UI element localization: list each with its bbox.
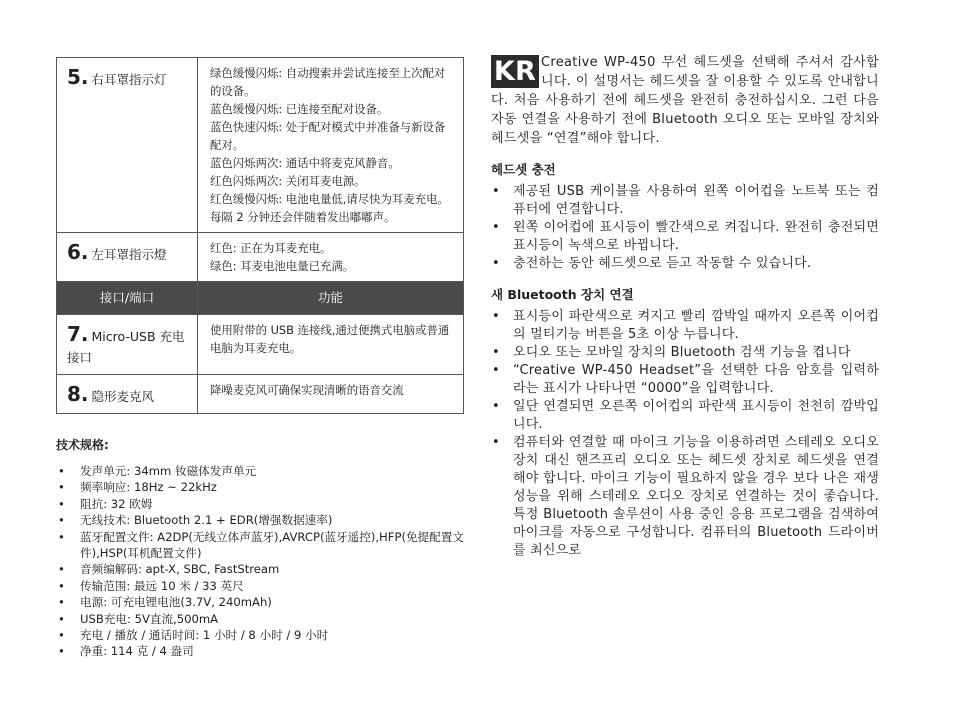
row-number: 7. — [67, 322, 89, 346]
table-row — [57, 58, 464, 233]
language-badge: KR — [491, 55, 539, 88]
row-label-cell — [57, 315, 198, 375]
list-item: • “Creative WP-450 Headset”을 선택한 다음 암호를 입력하라는 표시가 나타나면 “0000”을 입력합니다. — [491, 362, 879, 398]
row-desc-cell — [198, 233, 464, 282]
specs-list — [56, 463, 464, 660]
specs-title: 技术规格: — [56, 438, 109, 452]
list-item: • 蓝牙配置文件: A2DP(无线立体声蓝牙),AVRCP(蓝牙遥控),HFP(免提配置文件),HSP(耳机配置文件) — [56, 529, 464, 562]
desc-line: 绿色: 耳麦电池电量已充满。 — [210, 259, 355, 273]
desc-line: 红色闪烁两次: 关闭耳麦电源。 — [210, 174, 366, 188]
desc-line: 红色缓慢闪烁: 电池电量低,请尽快为耳麦充电。每隔 2 分钟还会伴随着发出嘟嘟声。 — [210, 192, 449, 224]
list-item: • 제공된 USB 케이블을 사용하여 왼쪽 이어컵을 노트북 또는 컴퓨터에 연결합니다. — [491, 183, 879, 219]
kr-intro-text: Creative WP-450 무선 헤드셋을 선택해 주셔서 감사합니다. 이 설명서는 헤드셋을 잘 이용할 수 있도록 안내합니다. 처음 사용하기 전에 헤드셋을 완전히 충전하십시오. 그런 다음 자동 연결을 사용하기 전에 Bluetooth 오디오 또는 모바일 장치와 헤드셋을 “연결”해야 합니다. — [491, 55, 879, 146]
row-label: 隐形麦克风 — [91, 389, 155, 404]
desc-line: 红色: 正在为耳麦充电。 — [210, 241, 332, 255]
pairing-list — [491, 308, 879, 560]
row-label-cell — [57, 58, 198, 233]
table-header-row — [57, 282, 464, 315]
list-item: • USB充电: 5V直流,500mA — [56, 611, 464, 627]
row-number: 5. — [67, 65, 89, 89]
row-desc-cell: 使用附带的 USB 连接线,通过便携式电脑或普通电脑为耳麦充电。 — [198, 315, 464, 375]
desc-line: 绿色缓慢闪烁: 自动搜索并尝试连接至上次配对的设备。 — [210, 66, 446, 98]
desc-line: 蓝色缓慢闪烁: 已连接至配对设备。 — [210, 102, 389, 116]
list-item: • 音频编解码: apt-X, SBC, FastStream — [56, 561, 464, 577]
table-row — [57, 375, 464, 414]
section-heading-pairing: 새 Bluetooth 장치 연결 — [491, 287, 634, 302]
row-label: 右耳罩指示灯 — [91, 72, 167, 87]
list-item: • 일단 연결되면 오른쪽 이어컵의 파란색 표시등이 천천히 깜박입니다. — [491, 398, 879, 434]
list-item: • 왼쪽 이어컵에 표시등이 빨간색으로 켜집니다. 완전히 충전되면 표시등이 녹색으로 바뀝니다. — [491, 219, 879, 255]
list-item: • 오디오 또는 모바일 장치의 Bluetooth 검색 기능을 켭니다 — [491, 344, 879, 362]
list-item: • 电源: 可充电锂电池(3.7V, 240mAh) — [56, 594, 464, 610]
kr-intro-paragraph — [491, 53, 879, 148]
table-row — [57, 233, 464, 282]
ports-table — [56, 57, 464, 414]
list-item: • 传输范围: 最远 10 米 / 33 英尺 — [56, 578, 464, 594]
row-desc-cell: 降噪麦克风可确保实现清晰的语音交流 — [198, 375, 464, 414]
row-number: 8. — [67, 382, 89, 406]
row-label-cell — [57, 233, 198, 282]
header-function: 功能 — [198, 282, 464, 315]
row-label: Micro-USB 充电接口 — [67, 329, 185, 365]
list-item: • 净重: 114 克 / 4 盎司 — [56, 643, 464, 659]
list-item: • 컴퓨터와 연결할 때 마이크 기능을 이용하려면 스테레오 오디오 장치 대신 핸즈프리 오디오 또는 헤드셋 장치로 헤드셋을 연결해야 합니다. 마이크 기능이 필요하지 않을 경우 보다 나은 재생 성능을 위해 스테레오 오디오 장치로 연결하는 것이 좋습니다. 특정 Bluetooth 솔루션이 사용 중인 응용 프로그램을 검색하여 마이크를 자동으로 구성합니다. 컴퓨터의 Bluetooth 드라이버를 최신으로 — [491, 434, 879, 560]
list-item: • 充电 / 播放 / 通话时间: 1 小时 / 8 小时 / 9 小时 — [56, 627, 464, 643]
list-item: • 发声单元: 34mm 钕磁体发声单元 — [56, 463, 464, 479]
header-port: 接口/端口 — [57, 282, 198, 315]
row-label-cell — [57, 375, 198, 414]
left-column — [56, 57, 464, 660]
list-item: • 无线技术: Bluetooth 2.1 + EDR(增强数据速率) — [56, 512, 464, 528]
list-item: • 표시등이 파란색으로 켜지고 빨리 깜박일 때까지 오른쪽 이어컵의 멀티기능 버튼을 5초 이상 누릅니다. — [491, 308, 879, 344]
row-number: 6. — [67, 240, 89, 264]
right-column — [491, 53, 879, 560]
section-heading-charging: 헤드셋 충전 — [491, 162, 556, 177]
desc-line: 蓝色快速闪烁: 处于配对模式中并准备与新设备配对。 — [210, 120, 446, 152]
row-desc-cell — [198, 58, 464, 233]
desc-line: 蓝色闪烁两次: 通话中将麦克风静音。 — [210, 156, 400, 170]
specs-section — [56, 436, 464, 660]
row-label: 左耳罩指示燈 — [91, 247, 167, 262]
list-item: • 阻抗: 32 欧姆 — [56, 496, 464, 512]
table-row — [57, 315, 464, 375]
charging-list — [491, 183, 879, 273]
list-item: • 频率响应: 18Hz ~ 22kHz — [56, 479, 464, 495]
list-item: • 충전하는 동안 헤드셋으로 듣고 작동할 수 있습니다. — [491, 255, 879, 273]
